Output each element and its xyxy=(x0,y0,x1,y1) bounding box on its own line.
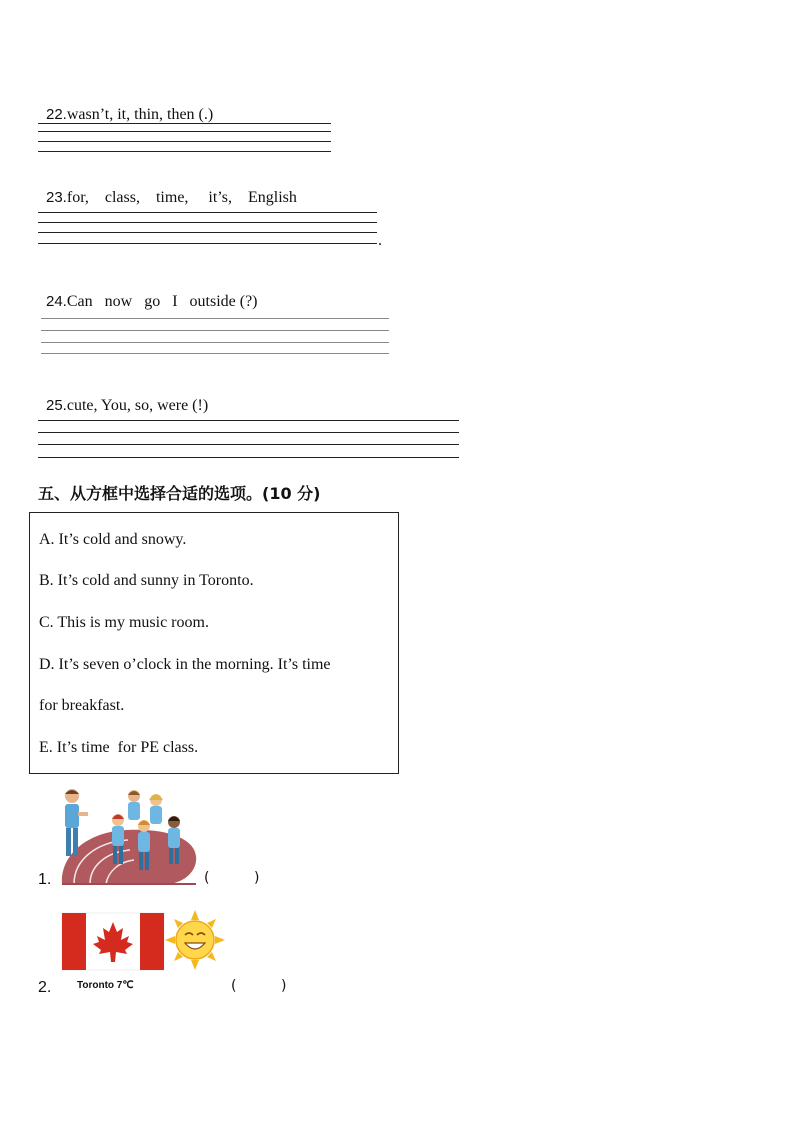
options-box xyxy=(29,512,399,774)
flag-caption: Toronto 7℃ xyxy=(77,980,134,991)
answer-blank[interactable]: ( ) xyxy=(231,978,287,994)
question-number: 22. xyxy=(46,106,67,123)
option-e: E. It’s time for PE class. xyxy=(39,739,199,756)
item-number: 1. xyxy=(38,871,52,888)
writing-line[interactable] xyxy=(38,123,331,124)
question-number: 23. xyxy=(46,189,67,206)
writing-line[interactable] xyxy=(38,131,331,132)
question-24 xyxy=(38,275,258,311)
writing-line[interactable] xyxy=(41,342,389,343)
writing-line[interactable] xyxy=(38,420,459,421)
writing-line[interactable] xyxy=(38,457,459,458)
option-a: A. It’s cold and snowy. xyxy=(39,531,187,548)
option-d: D. It’s seven o’clock in the morning. It’s time xyxy=(39,656,331,673)
question-words: wasn’t, it, thin, then (.) xyxy=(66,106,214,123)
question-words: Can now go I outside (?) xyxy=(66,293,258,310)
option-d-continued: for breakfast. xyxy=(39,697,125,714)
option-c: C. This is my music room. xyxy=(39,614,209,631)
writing-line[interactable] xyxy=(38,243,377,244)
question-23 xyxy=(38,171,297,207)
canada-flag-sun-image xyxy=(61,908,225,974)
question-number: 24. xyxy=(46,293,67,310)
writing-line[interactable] xyxy=(38,212,377,213)
writing-line[interactable] xyxy=(38,444,459,445)
section-title: 五、从方框中选择合适的选项。(10 分) xyxy=(38,484,321,503)
option-b: B. It’s cold and sunny in Toronto. xyxy=(39,572,254,589)
writing-line[interactable] xyxy=(41,330,389,331)
writing-line[interactable] xyxy=(41,318,389,319)
question-number: 25. xyxy=(46,397,67,414)
pe-class-runners-image xyxy=(56,786,198,888)
answer-blank[interactable]: ( ) xyxy=(204,870,260,886)
item-number: 2. xyxy=(38,979,52,996)
writing-line[interactable] xyxy=(38,232,377,233)
writing-line[interactable] xyxy=(41,353,389,354)
line-end-period: . xyxy=(378,232,382,249)
question-22 xyxy=(38,88,213,124)
question-words: cute, You, so, were (!) xyxy=(66,397,209,414)
question-words: for, class, time, it’s, English xyxy=(66,189,297,206)
writing-line[interactable] xyxy=(38,151,331,152)
writing-line[interactable] xyxy=(38,141,331,142)
writing-line[interactable] xyxy=(38,432,459,433)
question-25 xyxy=(38,379,208,415)
writing-line[interactable] xyxy=(38,222,377,223)
